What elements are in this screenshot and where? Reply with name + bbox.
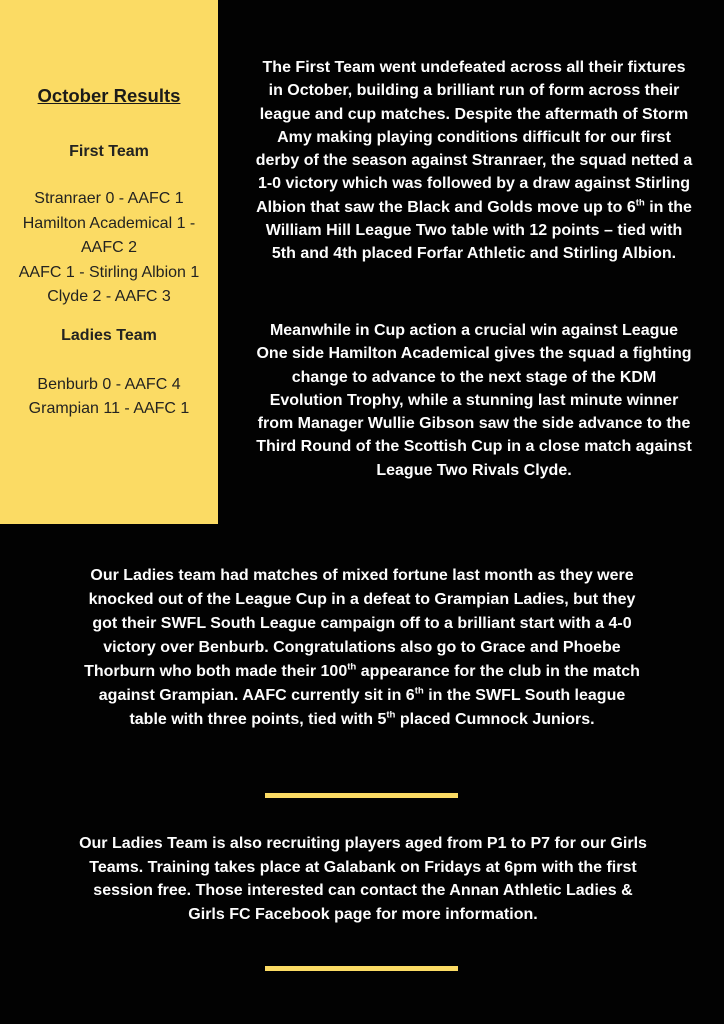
result-line: Stranraer 0 - AAFC 1	[34, 190, 184, 207]
result-line: Hamilton Academical 1 - AAFC 2	[22, 214, 196, 256]
ladies-team-heading: Ladies Team	[61, 326, 157, 344]
first-team-heading: First Team	[69, 143, 149, 160]
first-team-results	[6, 187, 212, 310]
first-team-paragraph: The First Team went undefeated across all their fixtures in October, building a brilliant run of form across their league and cup matches. Despite the aftermath of Storm Amy making playing conditions difficult for our first derby of the season against Stranraer, the squad netted a 1-0 victory which was followed by a draw against Stirling Albion that saw the Black and Golds move up to 6th in the William Hill League Two table with 12 points – tied with 5th and 4th placed Forfar Athletic and Stirling Albion.	[255, 59, 693, 263]
ladies-team-results	[6, 373, 212, 422]
ladies-paragraph: Our Ladies team had matches of mixed fortune last month as they were knocked out of the League Cup in a defeat to Grampian Ladies, but they got their SWFL South League campaign off to a brilliant start with a 4-0 victory over Benburb. Congratulations also go to Grace and Phoebe Thorburn who both made their 100th appearance for the club in the match against Grampian. AAFC currently sit in 6th in the SWFL South league table with three points, tied with 5th placed Cumnock Juniors.	[84, 567, 640, 728]
section-divider	[265, 793, 458, 798]
cup-paragraph: Meanwhile in Cup action a crucial win against League One side Hamilton Academical gives the squad a fighting change to advance to the next stage of the KDM Evolution Trophy, while a stunning last minute winner from Manager Wullie Gibson saw the side advance to the Third Round of the Scottish Cup in a close match against League Two Rivals Clyde.	[256, 322, 692, 479]
results-sidebar	[0, 0, 218, 524]
sidebar-title: October Results	[37, 85, 181, 106]
recruiting-paragraph: Our Ladies Team is also recruiting players aged from P1 to P7 for our Girls Teams. Training takes place at Galabank on Fridays at 6pm with the first session free. Those interested can contact the Annan Athletic Ladies & Girls FC Facebook page for more information.	[79, 835, 647, 924]
result-line: Clyde 2 - AAFC 3	[47, 288, 171, 305]
section-divider	[265, 966, 458, 971]
result-line: Benburb 0 - AAFC 4	[37, 375, 181, 393]
result-line: Grampian 11 - AAFC 1	[28, 400, 190, 417]
result-line: AAFC 1 - Stirling Albion 1	[18, 263, 200, 281]
